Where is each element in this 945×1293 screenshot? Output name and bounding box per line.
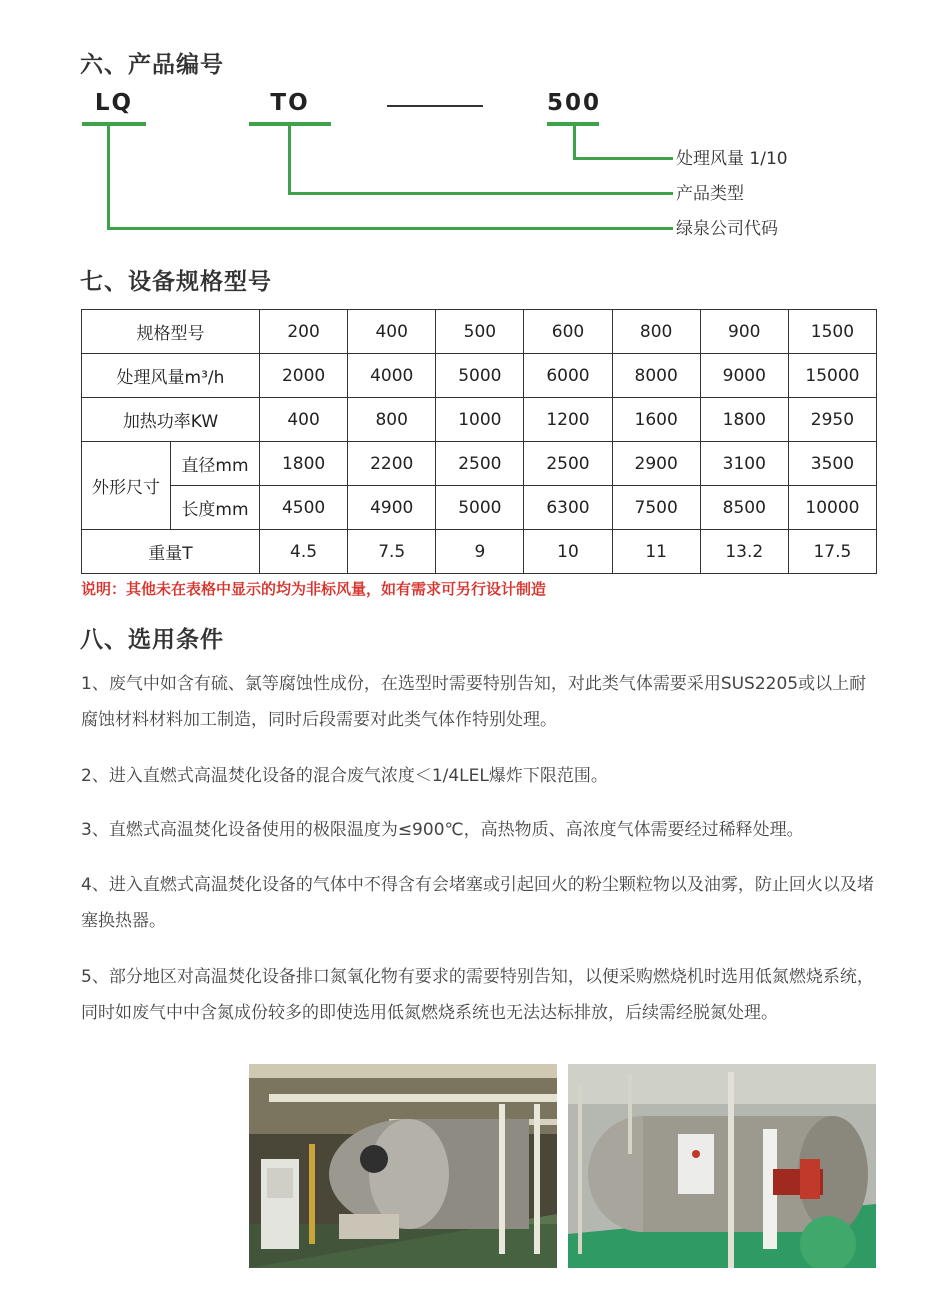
section7-title: 七、设备规格型号 (80, 269, 272, 295)
table-cell: 10 (524, 530, 612, 574)
spec-table (81, 309, 877, 574)
code-separator (387, 105, 483, 107)
table-cell: 9 (436, 530, 524, 574)
table-cell: 5000 (436, 486, 524, 530)
row-header: 外形尺寸 (82, 442, 171, 530)
table-cell: 1500 (788, 310, 876, 354)
row-header: 规格型号 (82, 310, 260, 354)
table-cell: 1800 (260, 442, 348, 486)
row-subheader: 长度mm (171, 486, 260, 530)
table-cell: 900 (700, 310, 788, 354)
table-cell: 2900 (612, 442, 700, 486)
table-cell: 8500 (700, 486, 788, 530)
label-company: 绿泉公司代码 (676, 219, 778, 239)
table-cell: 2000 (260, 354, 348, 398)
condition-item: 3、直燃式高温焚化设备使用的极限温度为≤900℃，高热物质、高浓度气体需要经过稀释处理。 (81, 820, 804, 840)
table-row (82, 310, 877, 354)
table-cell: 2500 (524, 442, 612, 486)
table-cell: 11 (612, 530, 700, 574)
table-cell: 5000 (436, 354, 524, 398)
section6-title: 六、产品编号 (80, 52, 224, 78)
table-cell: 7500 (612, 486, 700, 530)
condition-item: 1、废气中如含有硫、氯等腐蚀性成份，在选型时需要特别告知，对此类气体需要采用SUS2205或以上耐腐蚀材料材料加工制造，同时后段需要对此类气体作特别处理。 (81, 674, 867, 730)
table-row (82, 486, 877, 530)
table-cell: 500 (436, 310, 524, 354)
connector-line (107, 227, 673, 230)
table-cell: 10000 (788, 486, 876, 530)
table-cell: 1600 (612, 398, 700, 442)
code-type: TO (270, 90, 310, 116)
connector-line (573, 157, 673, 160)
condition-item: 5、部分地区对高温焚化设备排口氮氧化物有要求的需要特别告知，以便采购燃烧机时选用低氮燃烧系统，同时如废气中中含氮成份较多的即使选用低氮燃烧系统也无法达标排放，后续需经脱氮处理。 (81, 967, 874, 1023)
code-company: LQ (94, 90, 134, 116)
table-cell: 15000 (788, 354, 876, 398)
row-header: 重量T (82, 530, 260, 574)
table-note: 说明：其他未在表格中显示的均为非标风量，如有需求可另行设计制造 (81, 580, 547, 598)
table-row (82, 530, 877, 574)
label-airflow: 处理风量 1/10 (676, 149, 788, 169)
table-cell: 2500 (436, 442, 524, 486)
table-cell: 6300 (524, 486, 612, 530)
table-cell: 200 (260, 310, 348, 354)
table-cell: 3100 (700, 442, 788, 486)
code-airflow: 500 (547, 90, 602, 116)
connector-line (288, 126, 291, 194)
table-cell: 4900 (348, 486, 436, 530)
table-cell: 4000 (348, 354, 436, 398)
table-cell: 3500 (788, 442, 876, 486)
table-cell: 9000 (700, 354, 788, 398)
table-cell: 2950 (788, 398, 876, 442)
table-row (82, 398, 877, 442)
table-cell: 13.2 (700, 530, 788, 574)
equipment-photo-right (568, 1064, 876, 1268)
table-cell: 17.5 (788, 530, 876, 574)
table-cell: 400 (260, 398, 348, 442)
table-cell: 6000 (524, 354, 612, 398)
table-row (82, 442, 877, 486)
condition-item: 2、进入直燃式高温焚化设备的混合废气浓度＜1/4LEL爆炸下限范围。 (81, 766, 608, 786)
table-cell: 1800 (700, 398, 788, 442)
table-cell: 1200 (524, 398, 612, 442)
connector-line (107, 126, 110, 229)
code-company-underline (82, 122, 146, 126)
row-header: 加热功率KW (82, 398, 260, 442)
row-header: 处理风量m³/h (82, 354, 260, 398)
equipment-photo-left (249, 1064, 557, 1268)
section8-title: 八、选用条件 (80, 627, 224, 653)
table-cell: 600 (524, 310, 612, 354)
table-cell: 800 (612, 310, 700, 354)
table-cell: 7.5 (348, 530, 436, 574)
row-subheader: 直径mm (171, 442, 260, 486)
label-type: 产品类型 (676, 184, 744, 204)
table-cell: 800 (348, 398, 436, 442)
table-row (82, 354, 877, 398)
table-cell: 8000 (612, 354, 700, 398)
condition-item: 4、进入直燃式高温焚化设备的气体中不得含有会堵塞或引起回火的粉尘颗粒物以及油雾，防止回火以及堵塞换热器。 (81, 875, 874, 931)
connector-line (573, 126, 576, 159)
table-cell: 4500 (260, 486, 348, 530)
table-cell: 1000 (436, 398, 524, 442)
table-cell: 400 (348, 310, 436, 354)
table-cell: 2200 (348, 442, 436, 486)
connector-line (288, 192, 673, 195)
table-cell: 4.5 (260, 530, 348, 574)
